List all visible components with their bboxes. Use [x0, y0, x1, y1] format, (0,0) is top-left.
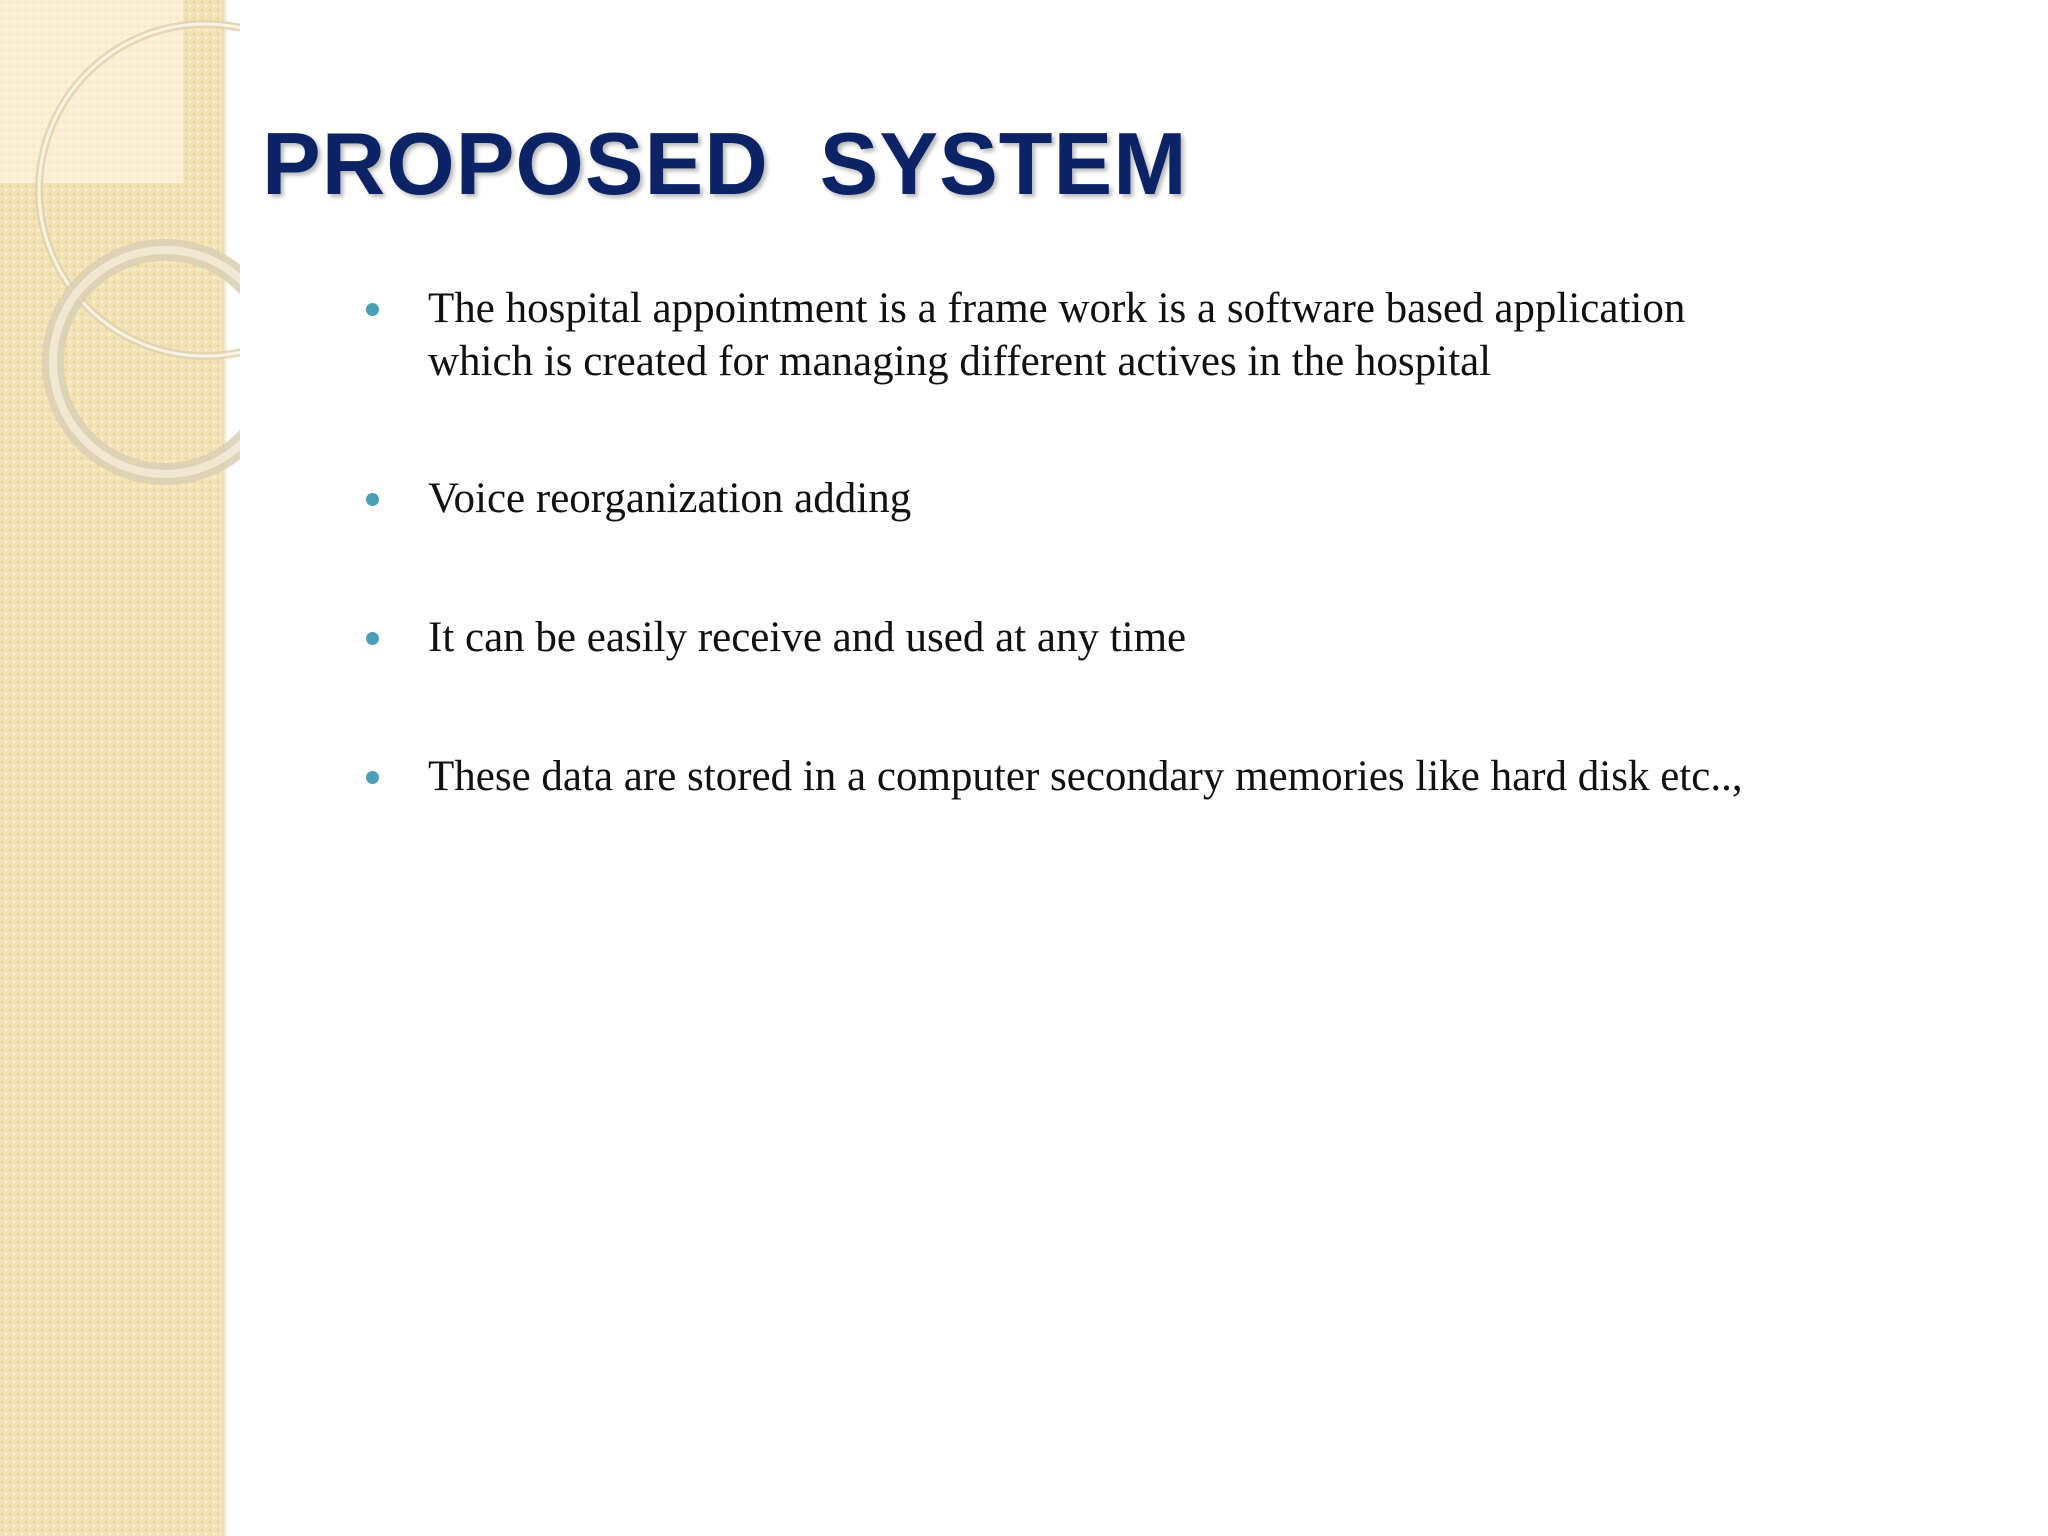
side-panel-edge [222, 0, 228, 1536]
bullet-dot-icon [366, 771, 379, 784]
decorative-corner-tint [0, 0, 183, 183]
bullet-text: The hospital appointment is a frame work is a software based application which is created for managing different actives in the hospital [428, 285, 1686, 385]
bullet-dot-icon [366, 632, 379, 645]
bullet-item [366, 750, 1756, 803]
bullet-text: It can be easily receive and used at any time [428, 614, 1187, 661]
bullet-text: These data are stored in a computer secondary memories like hard disk etc.., [428, 753, 1743, 800]
decorative-side-panel [0, 0, 227, 1536]
bullet-item [366, 282, 1756, 388]
bullet-item [366, 472, 1756, 525]
slide-title: PROPOSED SYSTEM [262, 114, 1188, 213]
bullet-item [366, 611, 1756, 664]
bullet-text: Voice reorganization adding [428, 475, 912, 522]
bullet-dot-icon [366, 303, 379, 316]
bullet-dot-icon [366, 493, 379, 506]
bullet-list [366, 282, 1756, 887]
